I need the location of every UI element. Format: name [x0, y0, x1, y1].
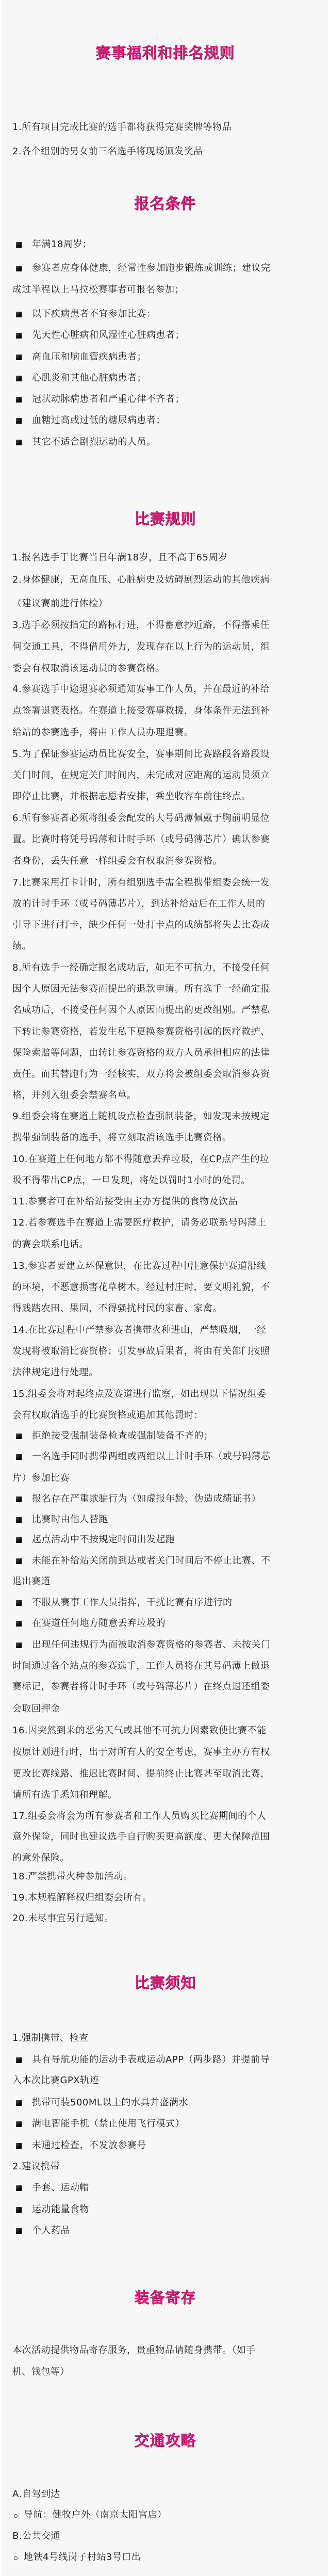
text-line: 手套、运动帽	[32, 2182, 89, 2193]
text-line: 因个人原因无法参赛而提出的退款申请。所有选手一经确定报	[12, 984, 270, 994]
benefit-item: 1.所有项目完成比赛的选手都将获得完赛奖牌等物品	[12, 122, 232, 133]
text-line: 19.本规程解释权归组委会所有。	[12, 1892, 152, 1903]
text-line: 片）参加比赛	[12, 1473, 70, 1484]
text-line: 圾不得带出CP点，一旦发现，将处以罚时1小时的处罚。	[12, 1175, 251, 1186]
text-line: 会取回押金	[12, 1703, 60, 1714]
text-line: 个人药品	[32, 2225, 70, 2236]
square-bullet-icon	[16, 418, 22, 424]
text-line: 1.报名选手于比赛当日年满18岁，且不高于65周岁	[12, 552, 228, 563]
text-line: 17.组委会将会为所有参赛者和工作人员购买比赛期间的个人	[12, 1811, 267, 1822]
square-bullet-icon	[16, 1496, 22, 1502]
square-bullet-icon	[16, 1434, 22, 1439]
section-title-notice: 比赛须知	[134, 1974, 196, 1991]
text-line: 20.未尽事宜另行通知。	[12, 1913, 114, 1924]
square-bullet-icon	[16, 1454, 22, 1460]
text-line: 先天性心脏病和风湿性心脏病患者；	[32, 330, 185, 341]
text-line: 导航：健牧户外（南京太阳宫店）	[24, 2509, 167, 2520]
text-line: 携带可装500ML以上的水具并盛满水	[32, 2097, 188, 2108]
square-bullet-icon	[16, 242, 22, 248]
text-line: 置。比赛时将凭号码薄和计时手环（或号码薄芯片）确认参赛	[12, 834, 270, 845]
square-bullet-icon	[16, 2100, 22, 2106]
text-line: 保险索赔等问题，由转让参赛资格的双方人员承担相应的法律	[12, 1048, 270, 1058]
benefit-item: 2.各个组别的男女前三名选手将现场颁发奖品	[12, 146, 203, 157]
text-line: 15.组委会将对起终点及赛道进行监察，如出现以下情况组委	[12, 1389, 267, 1399]
section-title-benefits: 赛事福利和排名规则	[95, 44, 235, 61]
text-line: 1.强制携带、检查	[12, 2033, 89, 2043]
square-bullet-icon	[16, 376, 22, 381]
dot-bullet-icon	[14, 2514, 18, 2518]
text-line: 运动能量食物	[32, 2204, 89, 2215]
square-bullet-icon	[16, 2057, 22, 2063]
text-line: 出现任何违规行为而被取消参赛资格的参赛者、未按关门	[32, 1639, 271, 1650]
text-line: 的意外保险。	[12, 1853, 70, 1863]
text-line: 血糖过高或过低的糖尿病患者；	[32, 415, 166, 426]
text-line: 起点活动中不按规定时间出发起跑	[32, 1534, 175, 1545]
text-line: 格，并列入组委会禁赛名单。	[12, 1090, 137, 1101]
text-line: 给站的参赛选手，将由工作人员办理退赛。	[12, 727, 194, 738]
text-line: 名成功后，不接受任何因个人原因而提出的更改组别。严禁私	[12, 1005, 270, 1016]
text-line: 10.在赛道上任何地方都不得随意丢弃垃圾，在CP点产生的垃	[12, 1154, 270, 1165]
text-line: B.公共交通	[12, 2531, 61, 2541]
text-line: 2.建议携带	[12, 2161, 60, 2172]
text-line: 4.参赛选手中途退赛必须通知赛事工作人员，并在最近的补给	[12, 684, 270, 695]
square-bullet-icon	[16, 2207, 22, 2213]
square-bullet-icon	[16, 355, 22, 360]
square-bullet-icon	[16, 1600, 22, 1606]
square-bullet-icon	[16, 333, 22, 339]
square-bullet-icon	[16, 312, 22, 317]
text-line: 更改比赛线路、推迟比赛时间、提前终止比赛甚至取消比赛，	[12, 1768, 270, 1779]
text-line: 入本次比赛GPX轨迹	[12, 2075, 100, 2086]
text-line: 5.为了保证参赛运动员比赛安全，赛事期间比赛路段各路段设	[12, 749, 270, 760]
text-line: 机、钱包等）	[12, 2366, 70, 2377]
square-bullet-icon	[16, 2228, 22, 2234]
text-line: 放的计时手环（或号码薄芯片），到达补给站后在工作人员的	[12, 898, 266, 909]
text-line: 本次活动提供物品寄存服务，贵重物品请随身携带。（如手	[12, 2345, 256, 2356]
text-line: 退出赛道	[12, 1576, 51, 1587]
square-bullet-icon	[16, 2143, 22, 2149]
text-line: 按原计划进行时，出于对所有人的安全考虑，赛事主办方有权	[12, 1747, 270, 1758]
text-line: 委会有权取消该运动员的参赛资格。	[12, 663, 165, 674]
text-line: 高血压和脑血管疾病患者；	[32, 351, 146, 362]
text-line: （建议赛前进行体检）	[12, 598, 108, 609]
text-line: 9.组委会将在赛道上随机设点检查强制装备，如发现未按规定	[12, 1111, 270, 1122]
text-line: 18.严禁携带火种参加活动。	[12, 1871, 133, 1882]
section-title-storage: 装备寄存	[134, 2289, 196, 2306]
text-line: 心肌炎和其他心脏病患者；	[32, 373, 146, 383]
square-bullet-icon	[16, 397, 22, 403]
square-bullet-icon	[16, 1643, 22, 1648]
text-line: 满电智能手机（禁止使用飞行模式）	[32, 2118, 185, 2129]
text-line: 意外保险，同时也建议选手自行购买更高额度、更大保障范围	[12, 1831, 270, 1842]
text-line: 以下疾病患者不宜参加比赛：	[32, 309, 156, 319]
text-line: 时间通过各个站点的参赛选手，工作人员将在其号码薄上做退	[12, 1661, 270, 1671]
text-line: 比赛时由他人替跑	[32, 1514, 108, 1525]
text-line: 成过半程以上马拉松赛事者可报名参加；	[12, 284, 184, 295]
dot-bullet-icon	[14, 2556, 18, 2560]
text-line: 7.比赛采用打卡计时，所有组别选手需全程携带组委会统一发	[12, 877, 270, 888]
square-bullet-icon	[16, 2185, 22, 2191]
text-line: 参赛者应身体健康，经常性参加跑步锻炼或训练；建议完	[32, 263, 271, 273]
text-line: 发现将被取消比赛资格；引发事故后果者，将由有关部门按照	[12, 1346, 270, 1357]
text-line: 未能在补给站关闭前到达或者关门时间后不停止比赛、不	[32, 1555, 271, 1566]
text-line: 赛标记，参赛者将计时手环（或号码薄芯片）在终点退还组委	[12, 1681, 270, 1692]
text-line: 不服从赛事工作人员指挥，干扰比赛有序进行的	[32, 1597, 233, 1608]
text-line: 关门时间，在规定关门时间内，未完成对应距离的运动员须立	[12, 770, 270, 781]
text-line: 法律规定进行处理。	[12, 1367, 98, 1378]
text-line: 8.所有选手一经确定报名成功后，如无不可抗力，不接受任何	[12, 962, 270, 973]
text-line: 下转让参赛资格，若发生私下更换参赛资格引起的医疗救护、	[12, 1026, 270, 1037]
text-line: 的赛会联系电话。	[12, 1239, 89, 1250]
text-line: 12.若参赛选手在赛道上需要医疗救护，请务必联系号码薄上	[12, 1217, 267, 1228]
text-line: 点签署退赛表格。在赛道上接受赛事救援，身体条件无法到补	[12, 705, 270, 716]
text-line: 责任。而其替跑行为一经核实，双方将会被组委会取消参赛资	[12, 1069, 270, 1080]
section-title-eligibility: 报名条件	[134, 195, 196, 212]
text-line: 拒绝接受强制装备检查或强制装备不齐的；	[32, 1430, 213, 1441]
square-bullet-icon	[16, 1537, 22, 1543]
square-bullet-icon	[16, 440, 22, 445]
section-title-transport: 交通攻略	[134, 2432, 196, 2449]
section-title-rules: 比赛规则	[134, 510, 196, 527]
text-line: 绩。	[12, 941, 31, 952]
text-line: 报名存在严重欺骗行为（如虚报年龄、伪造成绩证书）	[32, 1493, 261, 1504]
text-line: 16.因突然到来的恶劣天气或其他不可抗力因素致使比赛不能	[12, 1725, 267, 1736]
text-line: 年满18周岁；	[32, 239, 92, 250]
text-line: 即停止比赛，并根据志愿者安排，乘坐收容车前往终点。	[12, 791, 251, 802]
text-line: 3.选手必须按指定的路标行进，不得蓄意抄近路，不得搭乘任	[12, 620, 270, 631]
text-line: 携带强制装备的选手，将立刻取消该选手比赛资格。	[12, 1132, 232, 1143]
text-line: 6.所有参赛者必须将组委会配发的大号码薄佩戴于胸前明显位	[12, 813, 270, 824]
event-rules-page	[2, 0, 328, 2576]
text-line: 14.在比赛过程中严禁参赛者携带火种进山，严禁吸烟，一经	[12, 1325, 267, 1335]
text-line: 冠状动脉病患者和严重心律不齐者；	[32, 394, 185, 405]
text-line: 在赛道任何地方随意丢弃垃圾的	[32, 1618, 166, 1629]
text-line: 何交通工具，不得借用外力，发现存在以上行为的运动员，组	[12, 641, 270, 652]
text-line: 得践踏农田、果园，不得骚扰村民的家畜、家禽。	[12, 1303, 222, 1314]
text-line: 的环境，不恶意损害花草树木。经过村庄时，要文明礼貌，不	[12, 1282, 270, 1293]
text-line: 地铁4号线岗子村站3号口出	[24, 2552, 141, 2563]
text-line: 13.参赛者要建立环保意识，在比赛过程中注意保护赛道沿线	[12, 1261, 267, 1271]
text-line: A.自驾到达	[12, 2489, 60, 2500]
text-line: 一名选手同时携带两组或两组以上计时手环（或号码薄芯	[32, 1451, 271, 1462]
square-bullet-icon	[16, 2121, 22, 2127]
text-line: 其它不适合剧烈运动的人员。	[32, 437, 156, 447]
square-bullet-icon	[16, 1558, 22, 1564]
text-line: 具有导航功能的运动手表或运动APP（两步路）并提前导	[32, 2054, 270, 2065]
text-line: 引导下进行打卡，缺少任何一处打卡点的成绩都将失去比赛成	[12, 920, 270, 930]
text-line: 未通过检查，不发放参赛号	[32, 2140, 146, 2151]
square-bullet-icon	[16, 266, 22, 271]
text-line: 2.身体健康，无高血压、心脏病史及妨碍剧烈运动的其他疾病	[12, 574, 270, 585]
text-line: 请所有选手悉知和理解。	[12, 1790, 118, 1800]
square-bullet-icon	[16, 1621, 22, 1627]
text-line: 11.参赛者可在补给站接受由主办方提供的食物及饮品	[12, 1196, 238, 1207]
text-line: 者身份，丢失任意一样组委会有权取消参赛资格。	[12, 856, 222, 866]
square-bullet-icon	[16, 1517, 22, 1523]
text-line: 会有权取消选手的比赛资格或追加其他罚时：	[12, 1410, 203, 1421]
